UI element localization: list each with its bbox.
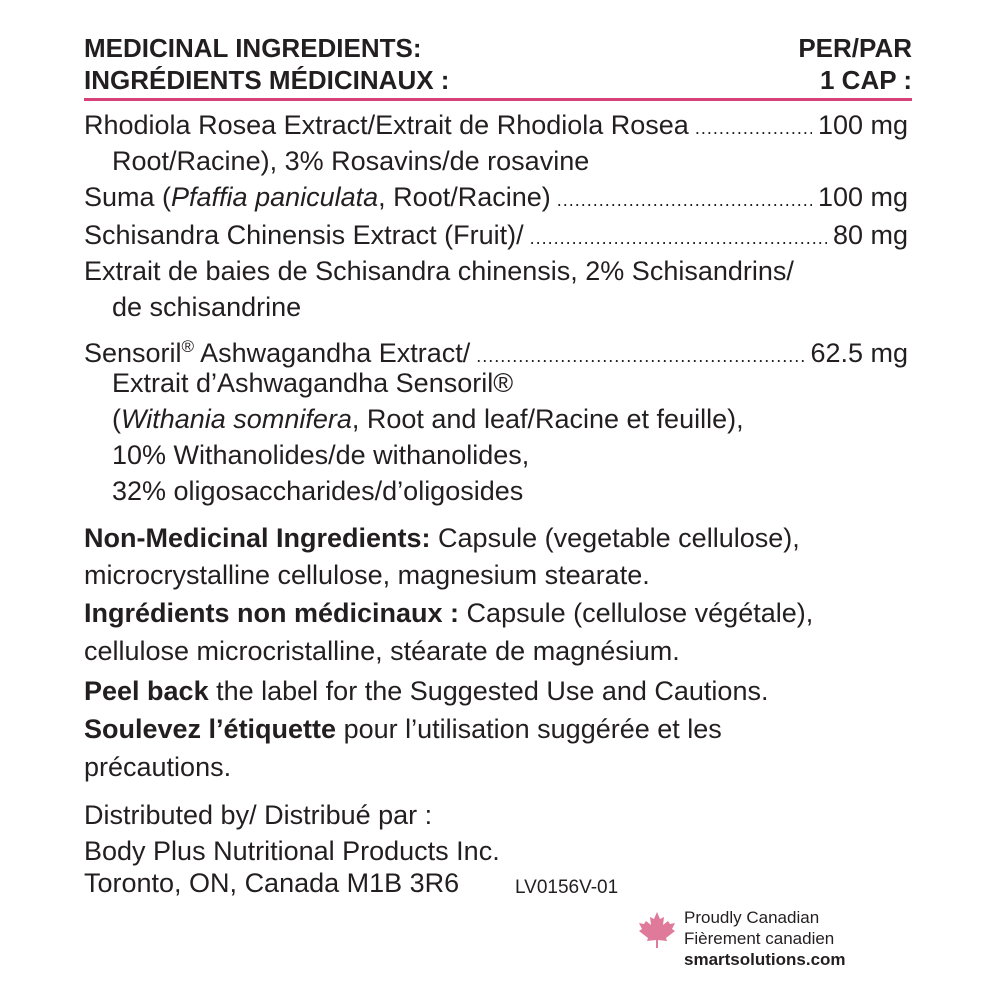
- suma-prefix: Suma (: [84, 182, 172, 212]
- header-per-label: PER/PAR: [798, 33, 912, 63]
- dot-leader: [530, 221, 827, 255]
- ingredient-name: Rhodiola Rosea Extract/Extrait de Rhodiola Rosea: [84, 110, 689, 140]
- website-link[interactable]: smartsolutions.com: [684, 950, 846, 969]
- suma-suffix: , Root/Racine): [378, 182, 551, 212]
- ingredient-detail: [112, 402, 744, 436]
- dot-leader: [476, 339, 804, 373]
- ingredient-name: Schisandra Chinensis Extract (Fruit)/: [84, 220, 524, 250]
- ingredient-amount: 80 mg: [832, 220, 908, 250]
- ingredient-row-suma: [84, 180, 908, 217]
- header-divider: [84, 98, 912, 101]
- ingredient-detail: 10% Withanolides/de withanolides,: [112, 440, 530, 470]
- suma-latin-name: Pfaffia paniculata: [171, 182, 379, 212]
- peel-back-fr: [84, 712, 722, 746]
- ingredient-amount: 100 mg: [817, 182, 908, 212]
- dot-leader: [557, 183, 812, 217]
- header-title-en: MEDICINAL INGREDIENTS:: [84, 33, 422, 63]
- non-medicinal-fr-cont: cellulose microcristalline, stéarate de magnésium.: [84, 636, 680, 666]
- non-medicinal-en: [84, 521, 800, 555]
- ingredient-detail: de schisandrine: [112, 292, 302, 322]
- header-cap-label: 1 CAP :: [820, 65, 912, 95]
- dot-leader: [695, 111, 812, 145]
- peel-back-fr-cont: précautions.: [84, 752, 232, 782]
- peel-back-label-fr: Soulevez l’étiquette: [84, 714, 337, 744]
- ingredient-detail: Root/Racine), 3% Rosavins/de rosavine: [112, 146, 590, 176]
- peel-back-text: the label for the Suggested Use and Cautions.: [208, 676, 769, 706]
- distributor-address: Toronto, ON, Canada M1B 3R6: [84, 868, 460, 898]
- ingredient-name: [84, 180, 551, 214]
- ingredient-amount: 100 mg: [817, 110, 908, 140]
- registered-mark: ®: [181, 337, 195, 356]
- withania-suffix: , Root and leaf/Racine et feuille),: [351, 404, 744, 434]
- non-medicinal-label: Non-Medicinal Ingredients:: [84, 523, 431, 553]
- proudly-canadian: [684, 907, 846, 970]
- ingredient-detail: 32% oligosaccharides/d’oligosides: [112, 476, 524, 506]
- ingredient-row-schisandra: [84, 218, 908, 255]
- ingredient-amount: 62.5 mg: [810, 338, 908, 368]
- proudly-canadian-fr: Fièrement canadien: [684, 929, 835, 948]
- non-medicinal-en-cont: microcrystalline cellulose, magnesium stearate.: [84, 560, 650, 590]
- distributor-company: Body Plus Nutritional Products Inc.: [84, 836, 500, 866]
- ingredient-detail: Extrait d’Ashwagandha Sensoril®: [112, 368, 514, 398]
- non-medicinal-text-fr: Capsule (cellulose végétale),: [459, 598, 814, 628]
- label-code: LV0156V-01: [515, 877, 619, 898]
- peel-back-label: Peel back: [84, 676, 209, 706]
- distributor-line: Distributed by/ Distribué par :: [84, 800, 433, 830]
- sensoril-brand: Sensoril: [84, 338, 182, 368]
- maple-leaf-icon: [636, 910, 678, 950]
- withania-latin-name: Withania somnifera: [121, 404, 352, 434]
- ingredient-name: [84, 330, 470, 370]
- sensoril-suffix: Ashwagandha Extract/: [194, 338, 471, 368]
- peel-back-en: [84, 674, 768, 708]
- non-medicinal-label-fr: Ingrédients non médicinaux :: [84, 598, 460, 628]
- non-medicinal-fr: [84, 596, 813, 630]
- non-medicinal-text: Capsule (vegetable cellulose),: [430, 523, 800, 553]
- ingredient-detail: Extrait de baies de Schisandra chinensis, 2% Schisandrins/: [84, 256, 794, 286]
- proudly-canadian-en: Proudly Canadian: [684, 908, 820, 927]
- paren-open: (: [112, 404, 121, 434]
- header-title-fr: INGRÉDIENTS MÉDICINAUX :: [84, 65, 450, 95]
- ingredient-row-rhodiola: [84, 108, 908, 145]
- peel-back-text-fr: pour l’utilisation suggérée et les: [336, 714, 722, 744]
